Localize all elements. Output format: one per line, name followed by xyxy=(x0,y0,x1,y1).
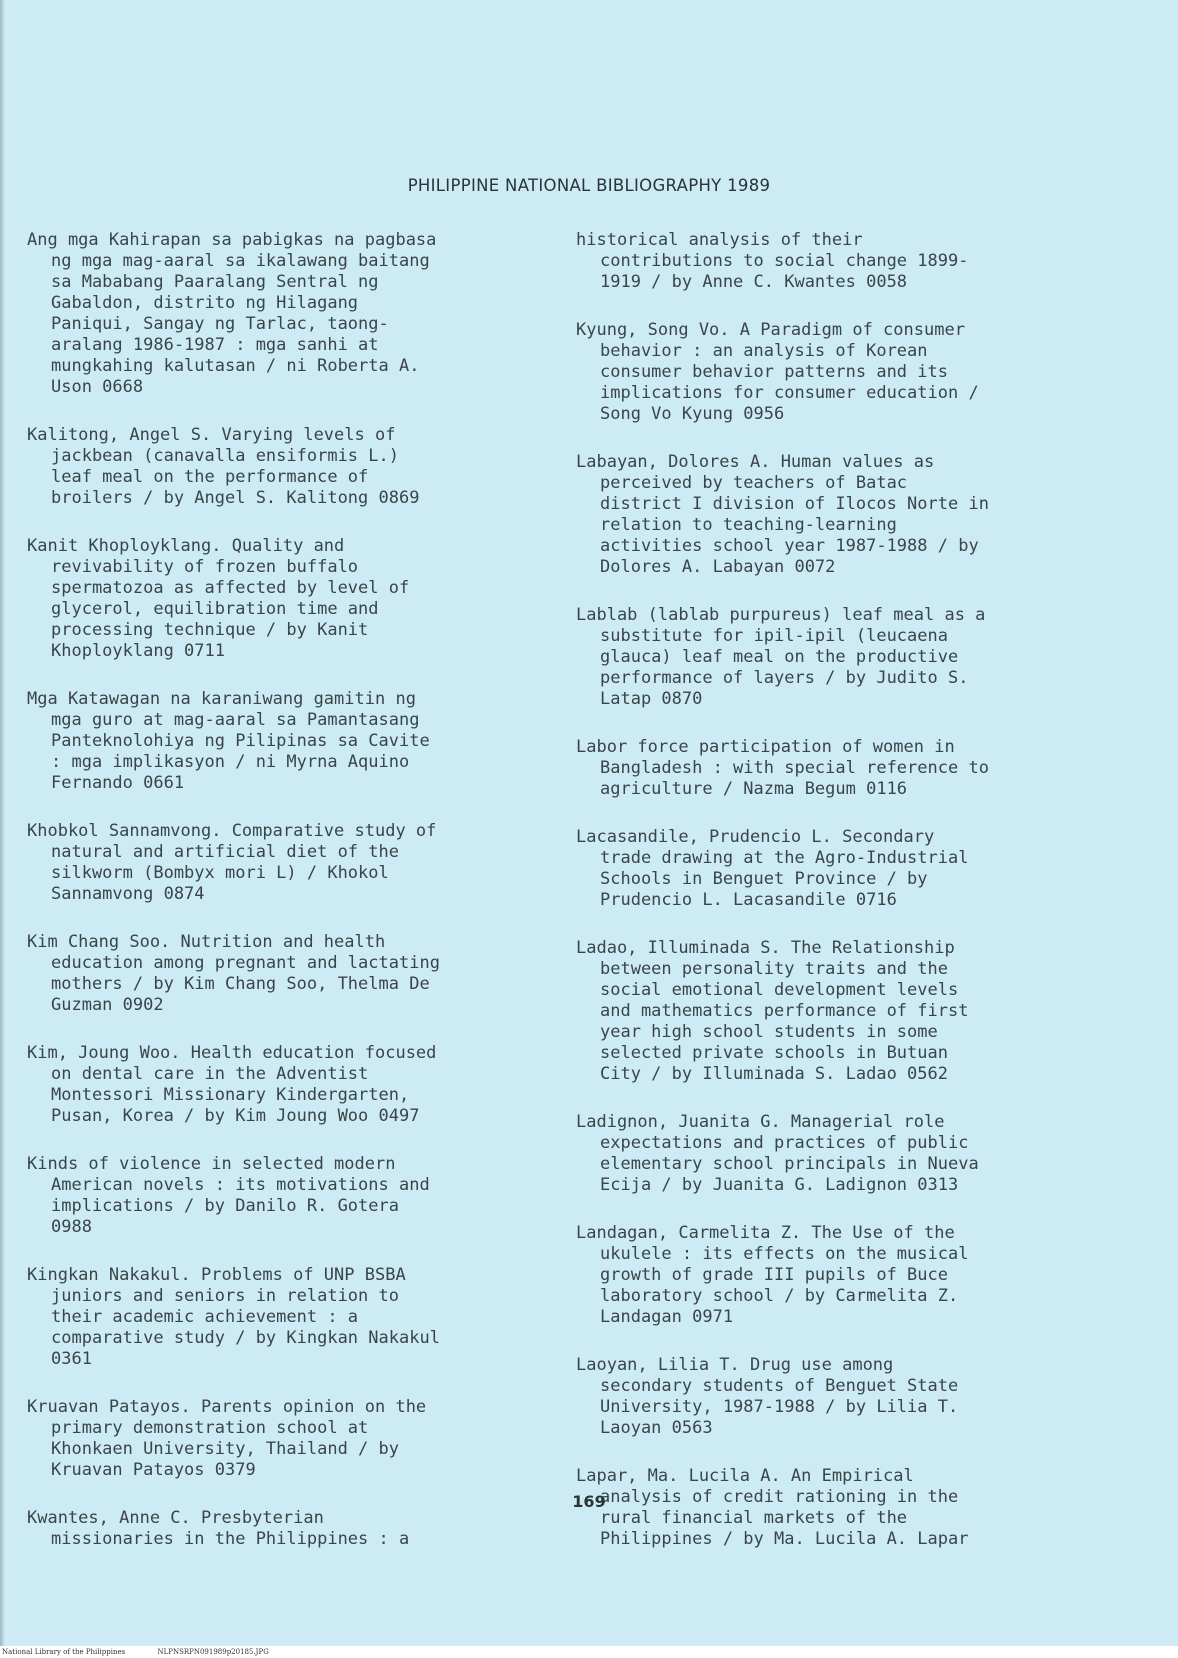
bibliography-entry: Kingkan Nakakul. Problems of UNP BSBA juniors and seniors in relation to their academic achievement : a comparative study / by Kingkan Nakakul 0361 xyxy=(27,1265,440,1369)
page-number: 169 xyxy=(572,1492,606,1511)
bibliography-entry: Laoyan, Lilia T. Drug use among secondary students of Benguet State University, 1987-1988 / by Lilia T. Laoyan 0563 xyxy=(576,1355,959,1438)
bibliography-entry: Ladignon, Juanita G. Managerial role expectations and practices of public elementary school principals in Nueva Ecija / by Juanita G. Ladignon 0313 xyxy=(576,1112,979,1195)
bibliography-entry: Landagan, Carmelita Z. The Use of the ukulele : its effects on the musical growth of grade III pupils of Buce laboratory school / by Carmelita Z. Landagan 0971 xyxy=(576,1223,969,1327)
bibliography-entry: Kanit Khoployklang. Quality and revivability of frozen buffalo spermatozoa as affected by level of glycerol, equilibration time and processing technique / by Kanit Khoployklang 0711 xyxy=(27,536,410,661)
bibliography-entry: Kim, Joung Woo. Health education focused on dental care in the Adventist Montessori Missionary Kindergarten, Pusan, Korea / by Kim Joung Woo 0497 xyxy=(27,1043,437,1126)
bibliography-entry: Labayan, Dolores A. Human values as perceived by teachers of Batac district I division of Ilocos Norte in relation to teaching-learning activities school year 1987-1988 / by Dolores A. Labayan 0072 xyxy=(576,452,989,577)
left-column xyxy=(27,230,567,1577)
bibliography-entry: Ang mga Kahirapan sa pabigkas na pagbasa ng mga mag-aaral sa ikalawang baitang sa Mababang Paaralang Sentral ng Gabaldon, distrito ng Hilagang Paniqui, Sangay ng Tarlac, taong- aralang 1986-1987 : mga sanhi at mungkahing kalutasan / ni Roberta A. Uson 0668 xyxy=(27,230,437,397)
bibliography-entry: Lablab (lablab purpureus) leaf meal as a substitute for ipil-ipil (leucaena glauca) leaf meal on the productive performance of layers / by Judito S. Latap 0870 xyxy=(576,605,986,709)
bibliography-entry: Kalitong, Angel S. Varying levels of jackbean (canavalla ensiformis L.) leaf meal on the performance of broilers / by Angel S. Kalitong 0869 xyxy=(27,425,420,508)
bibliography-entry: Labor force participation of women in Bangladesh : with special reference to agriculture / Nazma Begum 0116 xyxy=(576,737,989,799)
bibliography-entry: Kim Chang Soo. Nutrition and health education among pregnant and lactating mothers / by Kim Chang Soo, Thelma De Guzman 0902 xyxy=(27,932,440,1015)
bibliography-entry: Kruavan Patayos. Parents opinion on the primary demonstration school at Khonkaen University, Thailand / by Kruavan Patayos 0379 xyxy=(27,1397,427,1480)
page-title: PHILIPPINE NATIONAL BIBLIOGRAPHY 1989 xyxy=(407,176,771,195)
page-edge-shadow xyxy=(0,0,5,1658)
bibliography-entry: Mga Katawagan na karaniwang gamitin ng mga guro at mag-aaral sa Pamantasang Panteknolohiya ng Pilipinas sa Cavite : mga implikasyon / ni Myrna Aquino Fernando 0661 xyxy=(27,689,430,793)
bibliography-entry: Ladao, Illuminada S. The Relationship between personality traits and the social emotional development levels and mathematics performance of first year high school students in some selected private schools in Butuan City / by Illuminada S. Ladao 0562 xyxy=(576,938,969,1084)
footer-file-name: NLPNSRPN091989p20185.JPG xyxy=(157,1648,269,1656)
bibliography-entry: Kyung, Song Vo. A Paradigm of consumer behavior : an analysis of Korean consumer behavior patterns and its implications for consumer education / Song Vo Kyung 0956 xyxy=(576,320,979,424)
bibliography-entry: Kinds of violence in selected modern American novels : its motivations and implications / by Danilo R. Gotera 0988 xyxy=(27,1154,430,1237)
bibliography-entry-continued: historical analysis of their contributions to social change 1899- 1919 / by Anne C. Kwantes 0058 xyxy=(576,230,969,292)
right-column xyxy=(576,230,1166,1577)
footer-library-name: National Library of the Philippines xyxy=(2,1648,126,1656)
scan-footer xyxy=(0,1646,1178,1658)
bibliography-entry: Kwantes, Anne C. Presbyterian missionaries in the Philippines : a xyxy=(27,1508,410,1549)
bibliography-entry: Khobkol Sannamvong. Comparative study of natural and artificial diet of the silkworm (Bombyx mori L) / Khokol Sannamvong 0874 xyxy=(27,821,437,904)
bibliography-entry: Lacasandile, Prudencio L. Secondary trade drawing at the Agro-Industrial Schools in Benguet Province / by Prudencio L. Lacasandile 0716 xyxy=(576,827,969,910)
bibliography-entry: Lapar, Ma. Lucila A. An Empirical analysis of credit rationing in the rural financial markets of the Philippines / by Ma. Lucila A. Lapar xyxy=(576,1466,969,1549)
